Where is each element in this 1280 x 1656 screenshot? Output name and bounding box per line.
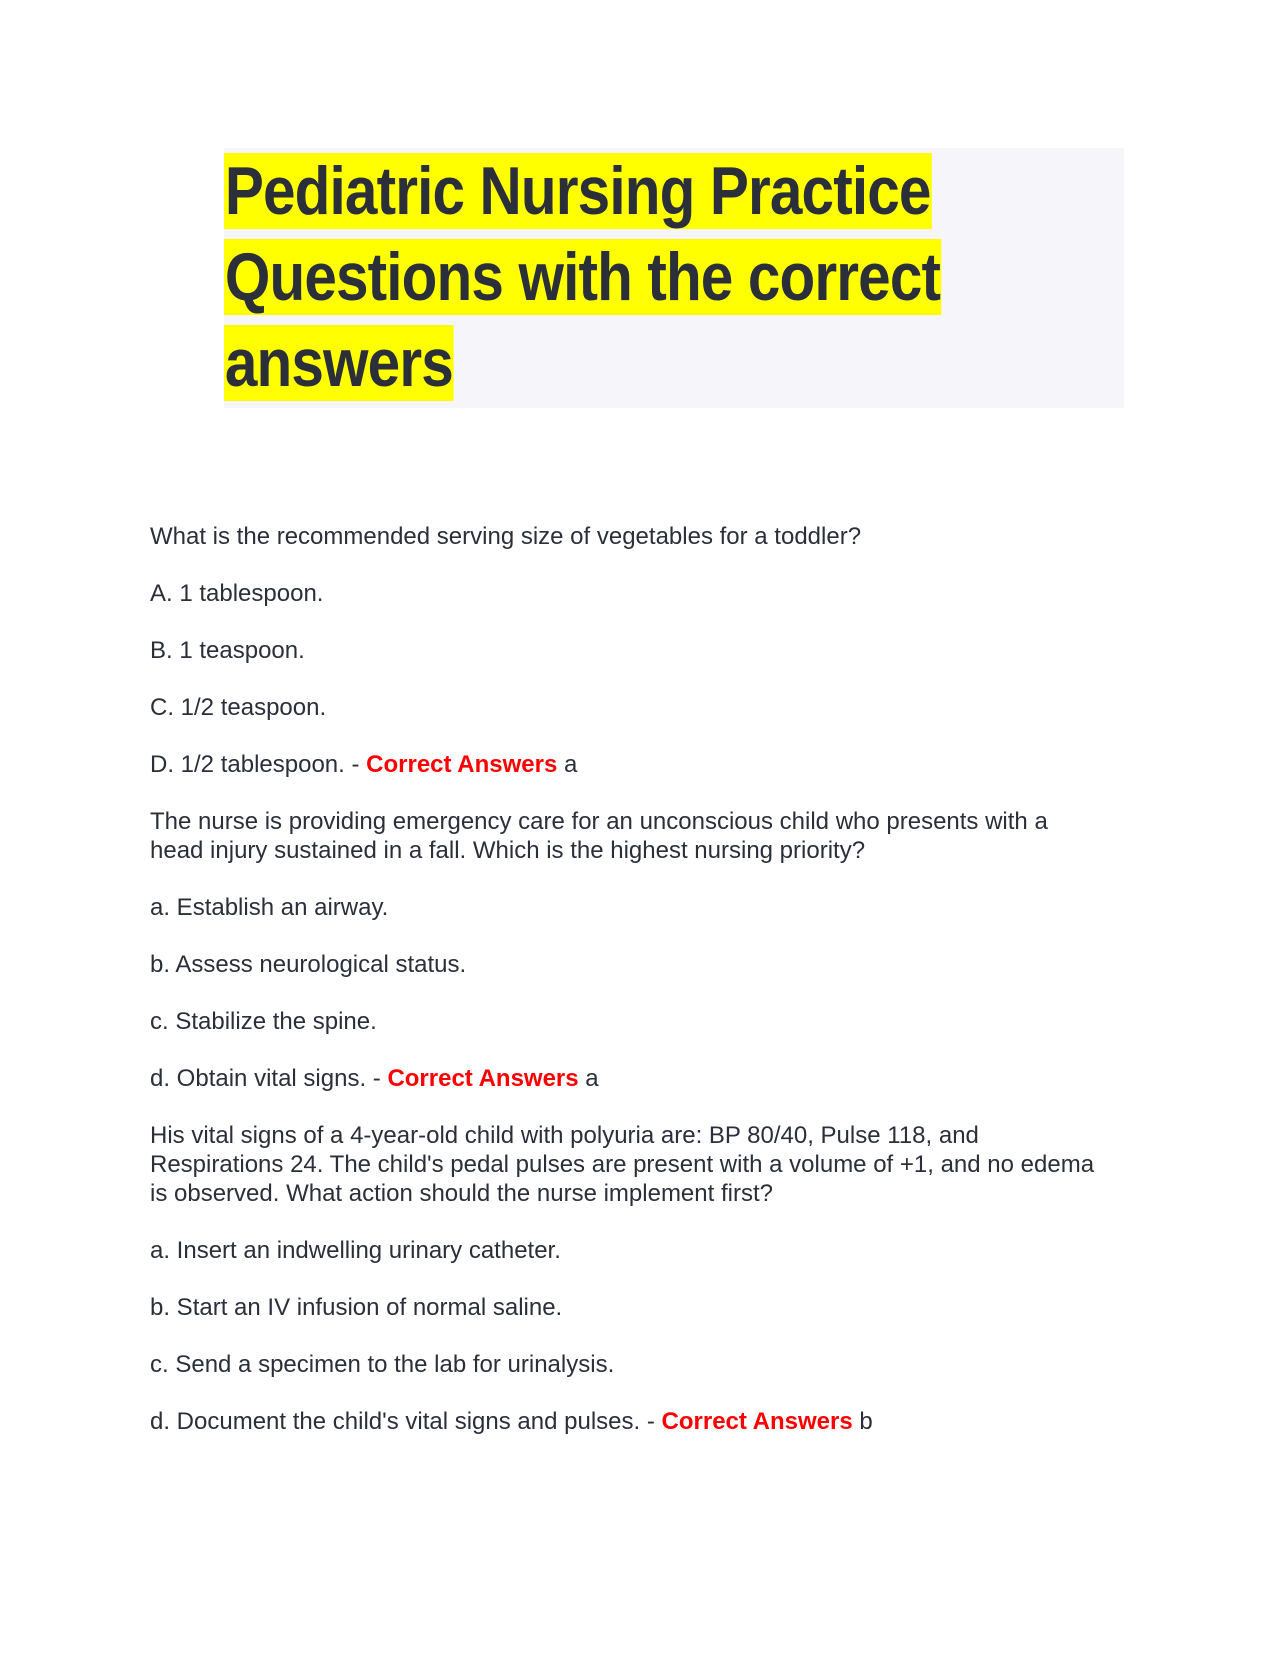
option-text: C. 1/2 teaspoon. [150,694,327,721]
option-text: d. Obtain vital signs. - [150,1065,381,1092]
answer-letter: a [585,1065,599,1092]
option-with-answer [150,1407,1100,1436]
option-text: a. Insert an indwelling urinary catheter. [150,1237,561,1264]
correct-answers-label: Correct Answers [366,751,558,778]
correct-answers-label: Correct Answers [661,1408,853,1435]
question-text: His vital signs of a 4-year-old child with polyuria are: BP 80/40, Pulse 118, and Respirations 24. The child's pedal pulses are present with a volume of +1, and no edema is observed. What action should the nurse implement first? [150,1122,1095,1207]
question-text: What is the recommended serving size of vegetables for a toddler? [150,523,862,550]
answer-letter: b [859,1408,873,1435]
question-list [150,522,1100,1464]
option-text: b. Assess neurological status. [150,951,467,978]
answer-letter: a [564,751,578,778]
option-text: c. Stabilize the spine. [150,1008,377,1035]
title-highlight: Pediatric Nursing Practice Questions with the correct answers [224,153,941,401]
option-text: A. 1 tablespoon. [150,580,324,607]
document-title [224,148,998,406]
option-text: b. Start an IV infusion of normal saline. [150,1294,563,1321]
question-text: The nurse is providing emergency care for an unconscious child who presents with a head injury sustained in a fall. Which is the highest nursing priority? [150,808,1048,864]
option-text: D. 1/2 tablespoon. - [150,751,360,778]
option-text: d. Document the child's vital signs and pulses. - [150,1408,655,1435]
correct-answers-label: Correct Answers [387,1065,579,1092]
option-with-answer [150,1064,1100,1093]
option-with-answer [150,750,1100,779]
option-text: B. 1 teaspoon. [150,637,305,664]
option-text: a. Establish an airway. [150,894,389,921]
option-text: c. Send a specimen to the lab for urinalysis. [150,1351,615,1378]
